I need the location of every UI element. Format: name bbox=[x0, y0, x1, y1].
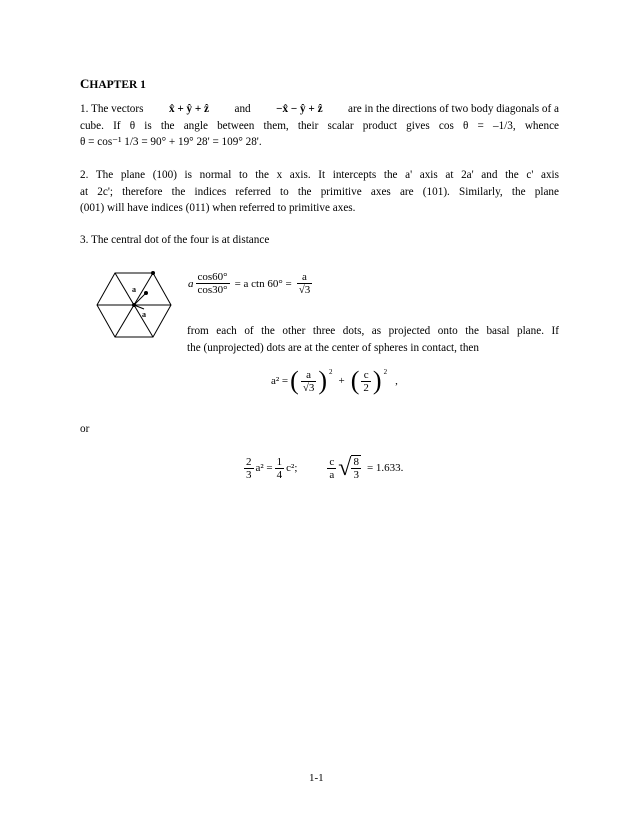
diagram-label-a: a bbox=[142, 310, 146, 319]
fraction: $\frac{1}{4}$ bbox=[276, 455, 283, 481]
fraction: $\frac{c}{a}$ bbox=[329, 455, 335, 481]
fraction: $\frac{\cos 60^\circ}{\cos 30^\circ}$ bbox=[197, 271, 228, 296]
equation-2: a² = ( $\frac{a}{√3}$ ) 2 + ( $\frac{c}{2}$ ) 2 , bbox=[271, 366, 398, 395]
equation-3: $\frac{2}{3}$ a² = $\frac{1}{4}$ c²; $\frac{c}{a}$ √ $\frac{8}{3}$ = 1.633. bbox=[246, 455, 404, 481]
p1-line3: θ = cos⁻¹ 1/3 = 90° + 19° 28' = 109° 28'. bbox=[80, 136, 262, 148]
fraction: $\frac{a}{√3}$ bbox=[298, 271, 311, 296]
fraction: $\frac{2}{3}$ bbox=[246, 455, 252, 481]
equation-1: a $\frac{\cos 60^\circ}{\cos 30^\circ}$ = a ctn 60° = $\frac{a}{√3}$ bbox=[188, 271, 311, 296]
paragraph-3-intro: 3. The central dot of the four is at distance bbox=[80, 234, 270, 246]
paragraph-2: 2. The plane (100) is normal to the x axis. It intercepts the a' axis at 2a' and the c' axis at 2c'; therefore the indices referred to the primitive axes are (101). Similarly, the plane (001) will have indices (011) when referred to primitive axes. bbox=[80, 169, 559, 214]
page-number: 1-1 bbox=[309, 772, 324, 784]
p1-line2: cube. If θ is the angle between them, their scalar product gives cos θ = –1/3, whence bbox=[80, 119, 559, 132]
paragraph-1 bbox=[80, 101, 559, 151]
fraction: $\frac{a}{√3}$ bbox=[302, 368, 315, 394]
fraction: $\frac{8}{3}$ bbox=[353, 456, 359, 481]
or-word: or bbox=[80, 423, 90, 435]
p1-line1: 1. The vectors x̂ + ŷ + ẑ and −x̂ − ŷ + ẑ are in the directions of two body diagonals of a bbox=[80, 101, 559, 118]
chapter-heading: CHAPTER 1 bbox=[80, 76, 146, 91]
paragraph-3-continuation: from each of the other three dots, as projected onto the basal plane. If the (unprojected) dots are at the center of spheres in contact, then bbox=[187, 325, 559, 354]
sqrt-sign: √ bbox=[338, 455, 352, 481]
vector-1: x̂ + ŷ + ẑ bbox=[168, 103, 210, 115]
hexagon-diagram bbox=[96, 271, 172, 339]
vector-2: −x̂ − ŷ + ẑ bbox=[276, 103, 323, 115]
lattice-dot bbox=[151, 271, 155, 275]
fraction: $\frac{c}{2}$ bbox=[363, 368, 369, 394]
diagram-label-a: a bbox=[132, 285, 136, 294]
